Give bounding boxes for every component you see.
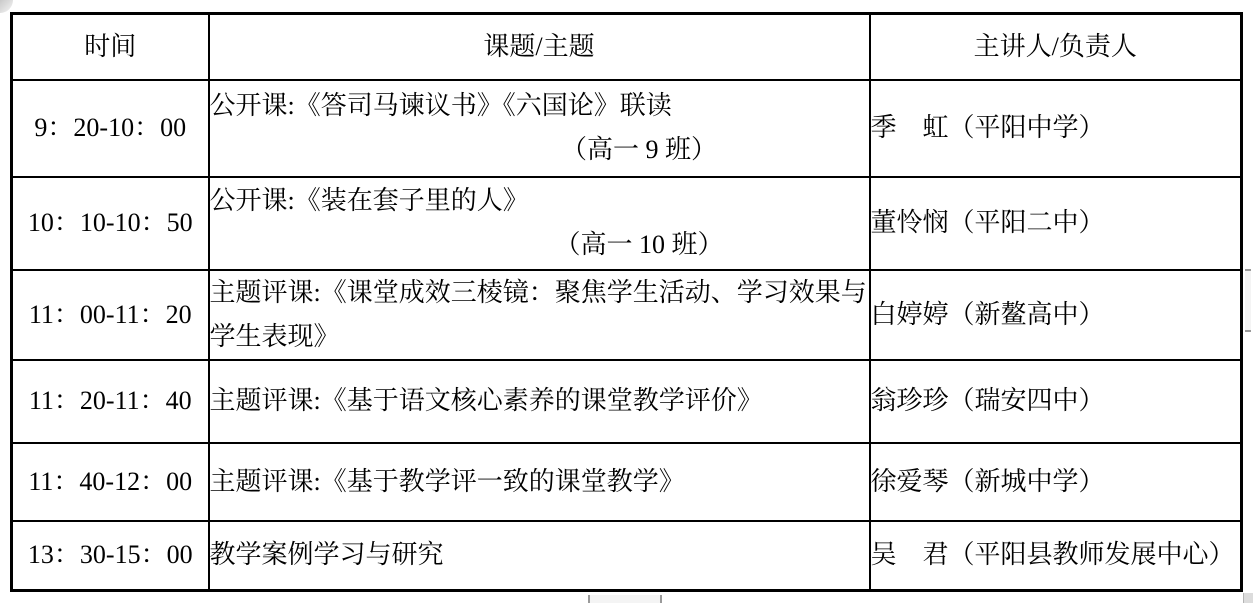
table-row [12, 443, 1242, 521]
table-row [12, 360, 1242, 443]
topic-text: 主题评课:《基于教学评一致的课堂教学》 [209, 466, 685, 496]
time-cell: 11：20-11：40 [12, 360, 209, 443]
table-row [12, 80, 1242, 177]
topic-cell [209, 521, 870, 591]
speaker-cell: 董怜悯（平阳二中） [870, 177, 1242, 270]
scrollbar-corner [1243, 593, 1253, 603]
topic-text: 主题评课:《基于语文核心素养的课堂教学评价》 [209, 386, 763, 415]
time-cell: 10：10-10：50 [12, 177, 209, 270]
time-cell: 11：40-12：00 [12, 443, 209, 521]
speaker-cell: 白婷婷（新鳌高中） [870, 270, 1242, 360]
table-row [12, 270, 1242, 360]
speaker-cell: 吴 君（平阳县教师发展中心） [870, 521, 1242, 591]
header-speaker: 主讲人/负责人 [870, 14, 1242, 80]
table-row [12, 177, 1242, 270]
topic-text: 主题评课:《课堂成效三棱镜：聚焦学生活动、学习效果与学生表现》 [209, 277, 867, 351]
topic-text: 公开课:《装在套子里的人》 [209, 186, 529, 215]
topic-cell [209, 80, 870, 177]
horizontal-scrollbar-thumb[interactable] [588, 595, 662, 603]
time-cell: 9：20-10：00 [12, 80, 209, 177]
topic-cell [209, 177, 870, 270]
schedule-table [10, 12, 1243, 592]
topic-text: 公开课:《答司马谏议书》《六国论》联读 [209, 91, 672, 120]
schedule-table-container [10, 12, 1243, 592]
topic-text: 教学案例学习与研究 [209, 540, 444, 570]
topic-class-line: （高一 9 班） [560, 135, 717, 164]
header-time: 时间 [12, 14, 209, 80]
speaker-cell: 翁珍珍（瑞安四中） [870, 360, 1242, 443]
vertical-scrollbar-thumb[interactable] [1245, 269, 1251, 332]
time-cell: 11：00-11：20 [12, 270, 209, 360]
speaker-cell: 季 虹（平阳中学） [870, 80, 1242, 177]
table-row [12, 521, 1242, 591]
table-header-row [12, 14, 1242, 80]
topic-cell [209, 360, 870, 443]
speaker-cell: 徐爱琴（新城中学） [870, 443, 1242, 521]
topic-cell [209, 270, 870, 360]
header-topic: 课题/主题 [209, 14, 870, 80]
topic-cell [209, 443, 870, 521]
time-cell: 13：30-15：00 [12, 521, 209, 591]
topic-class-line: （高一 10 班） [554, 230, 724, 259]
